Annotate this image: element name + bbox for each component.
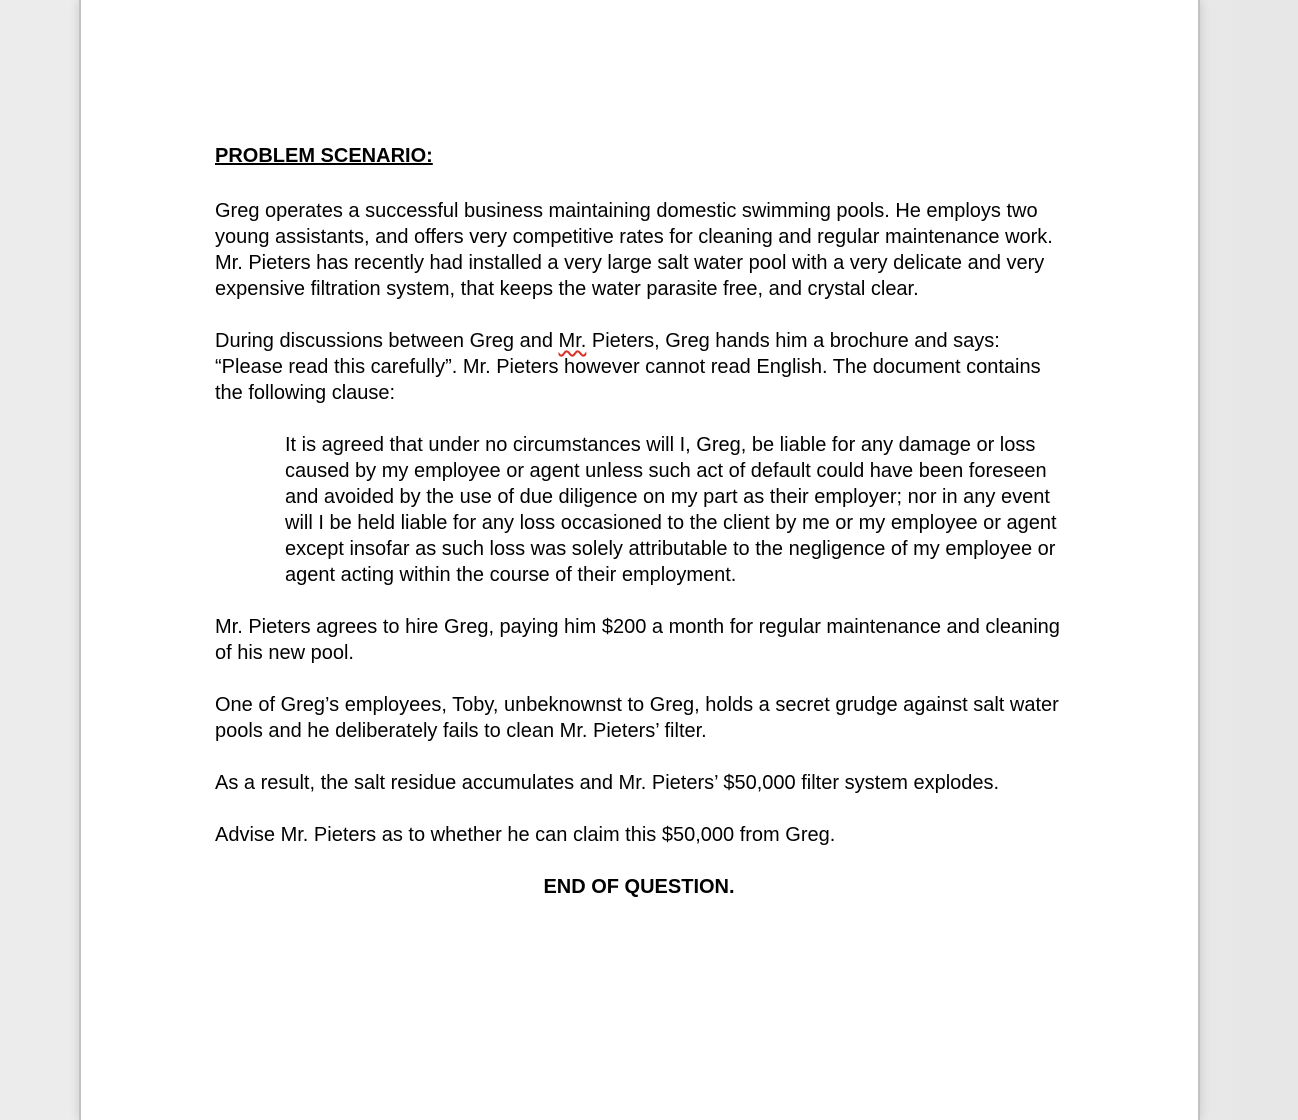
paragraph-hire[interactable]: Mr. Pieters agrees to hire Greg, paying him $200 a month for regular maintenance and cleaning of his new pool. <box>215 616 1060 664</box>
paragraph-discussion[interactable] <box>215 328 1063 406</box>
paragraph-intro[interactable]: Greg operates a successful business maintaining domestic swimming pools. He employs two young assistants, and offers very competitive rates for cleaning and regular maintenance work. Mr. Pieters has recently had installed a very large salt water pool with a very delicate and very expensive filtration system, that keeps the water parasite free, and crystal clear. <box>215 200 1053 300</box>
paragraph-discussion-before: During discussions between Greg and <box>215 330 559 352</box>
paragraph-clause-indented[interactable]: It is agreed that under no circumstances will I, Greg, be liable for any damage or loss caused by my employee or agent unless such act of default could have been foreseen and avoided by the use of due diligence on my part as their employer; nor in any event will I be held liable for any loss occasioned to the client by me or my employee or agent except insofar as such loss was solely attributable to the negligence of my employee or agent acting within the course of their employment. <box>285 434 1057 586</box>
document-content <box>81 0 1198 900</box>
paragraph-result[interactable]: As a result, the salt residue accumulates and Mr. Pieters’ $50,000 filter system explodes. <box>215 772 1000 794</box>
end-of-question-line[interactable]: END OF QUESTION. <box>543 876 735 898</box>
paragraph-toby[interactable]: One of Greg’s employees, Toby, unbeknownst to Greg, holds a secret grudge against salt water pools and he deliberately fails to clean Mr. Pieters’ filter. <box>215 694 1059 742</box>
document-heading[interactable]: PROBLEM SCENARIO: <box>215 145 433 167</box>
paragraph-discussion-after: Pieters, Greg hands him a brochure and says: “Please read this carefully”. Mr. Pieters however cannot read English. The document contains the following clause: <box>215 330 1041 404</box>
document-page[interactable] <box>79 0 1200 1120</box>
spellcheck-flagged-word[interactable]: Mr. <box>558 330 587 352</box>
paragraph-advise[interactable]: Advise Mr. Pieters as to whether he can claim this $50,000 from Greg. <box>215 824 836 846</box>
